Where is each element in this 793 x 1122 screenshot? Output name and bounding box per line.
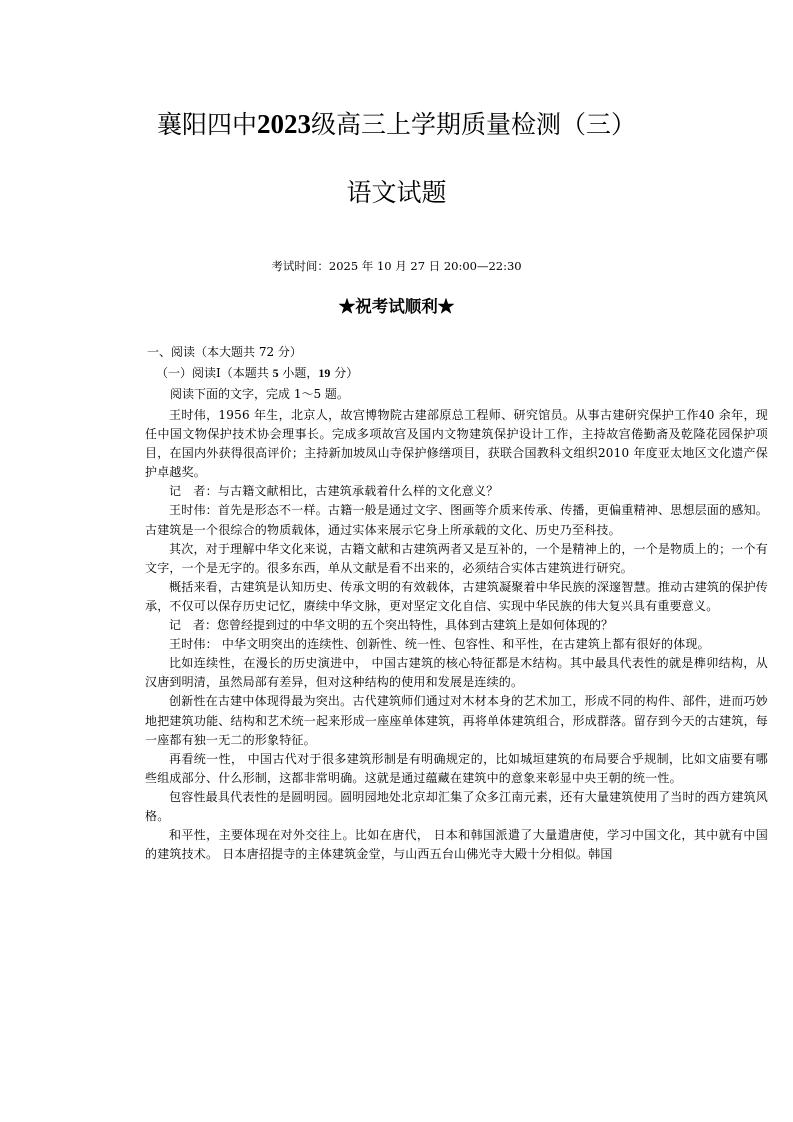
paragraph-answer-2a: 王时伟： 中华文明突出的连续性、创新性、统一性、包容性、和平性，在古建筑上都有很好的体现。 — [169, 637, 710, 652]
title-school: 襄阳四中 — [156, 110, 257, 139]
good-luck-banner: ★祝考试顺利★ — [338, 297, 455, 316]
paragraph-answer-1b: 其次，对于理解中华文化来说，古籍文献和古建筑两者又是互补的，一个是精神上的，一个是物质上的；一个有文字，一个是无字的。很多东西，单从文献是看不出来的，必须结合实体古建筑进行研究。 — [145, 541, 768, 575]
title-year: 2023 — [257, 109, 311, 139]
paragraph-answer-1c: 概括来看，古建筑是认知历史、传承文明的有效载体，古建筑凝聚着中华民族的深邃智慧。推动古建筑的保护传承，不仅可以保存历史记忆，赓续中华文脉，更对坚定文化自信、实现中华民族的伟大复兴具有重要意义。 — [145, 579, 768, 613]
paragraph-answer-1a: 王时伟：首先是形态不一样。古籍一般是通过文字、图画等介质来传承、传播，更偏重精神、思想层面的感知。古建筑是一个很综合的物质载体，通过实体来展示它身上所承载的文化、历史乃至科技。 — [145, 503, 768, 537]
title-exam-name: 级高三上学期质量检测（三） — [311, 110, 637, 139]
exam-subject: 语文试题 — [346, 178, 447, 207]
subsection-suffix: 分） — [330, 366, 359, 380]
paragraph-question-2: 记 者：您曾经提到过的中华文明的五个突出特性，具体到古建筑上是如何体现的？ — [169, 618, 614, 633]
reading-instruction: 阅读下面的文字，完成 1～5 题。 — [170, 387, 349, 401]
paragraph-innovation: 创新性在古建中体现得最为突出。古代建筑师们通过对木材本身的艺术加工，形成不同的构件、部件，进而巧妙地把建筑功能、结构和艺术统一起来形成一座座单体建筑，再将单体建筑组合，形成群落。留存到今天的古建筑，每一座都有独一无二的形象特征。 — [145, 694, 768, 747]
paragraph-peace: 和平性，主要体现在对外交往上。比如在唐代， 日本和韩国派遣了大量遣唐使，学习中国文化，其中就有中国的建筑技术。 日本唐招提寺的主体建筑金堂，与山西五台山佛光寺大殿十分相似。韩国 — [145, 828, 768, 862]
paragraph-inclusiveness: 包容性最具代表性的是圆明园。圆明园地处北京却汇集了众多江南元素，还有大量建筑使用了当时的西方建筑风格。 — [145, 789, 768, 823]
subsection-heading — [156, 364, 358, 382]
paragraph-intro: 王时伟，1956 年生，北京人，故宫博物院古建部原总工程师、研究馆员。从事古建研究保护工作40 余年，现任中国文物保护技术协会理事长。完成多项故宫及国内文物建筑保护设计工作，主持故宫倦勤斋及乾隆花园保护项目，在国内外获得很高评价；主持新加坡凤山寺保护修缮项目，获联合国教科文组织2010 年度亚太地区文化遗产保护卓越奖。 — [145, 408, 768, 480]
exam-time: 考试时间：2025 年 10 月 27 日 20:00—22:30 — [271, 259, 522, 273]
paragraph-continuity: 比如连续性，在漫长的历史演进中， 中国古建筑的核心特征都是木结构。其中最具代表性的就是榫卯结构，从汉唐到明清，虽然局部有差异，但对这种结构的使用和发展是连续的。 — [145, 656, 768, 690]
subsection-middle: 小题， — [278, 366, 319, 380]
article-body — [145, 406, 768, 864]
score-total: 19 — [318, 366, 331, 380]
question-count: 5 — [272, 366, 279, 380]
exam-title — [0, 104, 793, 145]
paragraph-unity: 再看统一性， 中国古代对于很多建筑形制是有明确规定的，比如城垣建筑的布局要合乎规制，比如文庙要有哪些组成部分、什么形制，这都非常明确。这就是通过蕴藏在建筑中的意象来彰显中央王朝的统一性。 — [145, 751, 768, 785]
paragraph-question-1: 记 者：与古籍文献相比，古建筑承载着什么样的文化意义？ — [169, 484, 499, 499]
section-heading: 一、阅读（本大题共 72 分） — [147, 345, 302, 359]
subsection-prefix: （一）阅读Ⅰ（本题共 — [156, 366, 273, 380]
